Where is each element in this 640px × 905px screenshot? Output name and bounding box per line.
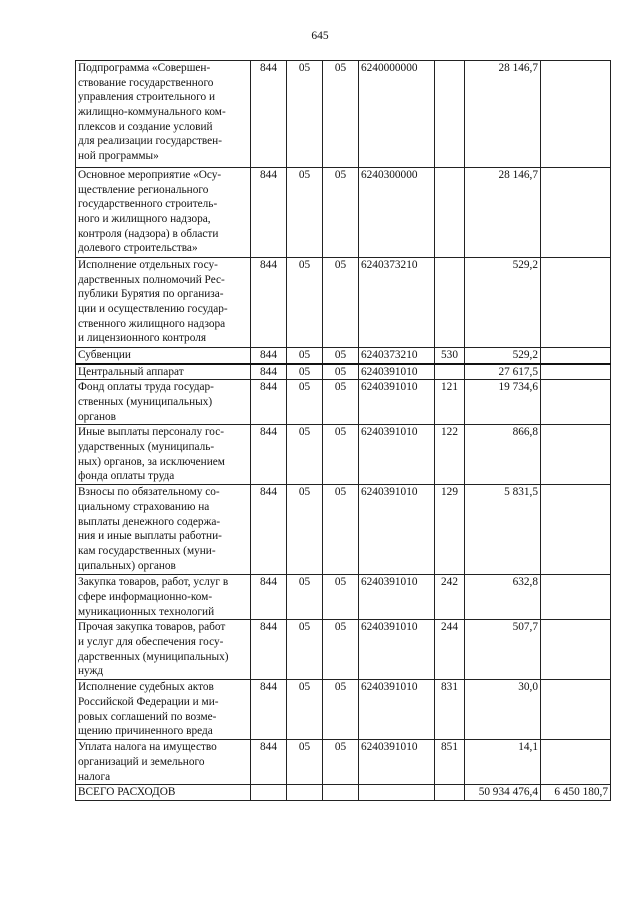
row-name: Прочая закупка товаров, работ и услуг для обеспечения госу- дарственных (муниципальных) нужд xyxy=(76,620,251,680)
table-row xyxy=(76,485,611,575)
amount: 5 831,5 xyxy=(465,485,541,575)
target-code: 6240391010 xyxy=(359,485,435,575)
ministry-code: 844 xyxy=(251,620,287,680)
row-name: Основное мероприятие «Осу- ществление регионального государственного строитель- ного и жилищного надзора, контроля (надзора) в области долевого строительства» xyxy=(76,168,251,258)
subsection-code: 05 xyxy=(323,258,359,348)
table-row xyxy=(76,364,611,380)
amount-2 xyxy=(541,380,611,425)
target-code: 6240373210 xyxy=(359,258,435,348)
amount-2 xyxy=(541,258,611,348)
row-name: ВСЕГО РАСХОДОВ xyxy=(76,785,251,801)
budget-table xyxy=(75,60,611,801)
ministry-code: 844 xyxy=(251,61,287,168)
target-code: 6240391010 xyxy=(359,380,435,425)
table-row xyxy=(76,620,611,680)
amount: 14,1 xyxy=(465,740,541,785)
table-row xyxy=(76,380,611,425)
row-name: Центральный аппарат xyxy=(76,364,251,380)
ministry-code: 844 xyxy=(251,575,287,620)
section-code: 05 xyxy=(287,61,323,168)
amount-2 xyxy=(541,575,611,620)
amount: 529,2 xyxy=(465,258,541,348)
amount-2 xyxy=(541,740,611,785)
expense-type-code: 244 xyxy=(435,620,465,680)
table-row xyxy=(76,740,611,785)
section-code: 05 xyxy=(287,575,323,620)
table-row xyxy=(76,258,611,348)
row-name: Фонд оплаты труда государ- ственных (муниципальных) органов xyxy=(76,380,251,425)
ministry-code: 844 xyxy=(251,380,287,425)
target-code: 6240391010 xyxy=(359,364,435,380)
row-name: Субвенции xyxy=(76,348,251,364)
target-code: 6240391010 xyxy=(359,740,435,785)
amount: 507,7 xyxy=(465,620,541,680)
table-row xyxy=(76,61,611,168)
amount: 19 734,6 xyxy=(465,380,541,425)
expense-type-code: 129 xyxy=(435,485,465,575)
amount: 27 617,5 xyxy=(465,364,541,380)
subsection-code xyxy=(323,785,359,801)
section-code xyxy=(287,785,323,801)
amount-2 xyxy=(541,425,611,485)
amount-2 xyxy=(541,680,611,740)
table-row xyxy=(76,348,611,364)
row-name: Закупка товаров, работ, услуг в сфере информационно-ком- муникационных технологий xyxy=(76,575,251,620)
expense-type-code xyxy=(435,258,465,348)
target-code: 6240391010 xyxy=(359,425,435,485)
ministry-code xyxy=(251,785,287,801)
row-name: Исполнение судебных актов Российской Федерации и ми- ровых соглашений по возме- щению причиненного вреда xyxy=(76,680,251,740)
ministry-code: 844 xyxy=(251,258,287,348)
expense-type-code xyxy=(435,61,465,168)
amount-2 xyxy=(541,364,611,380)
ministry-code: 844 xyxy=(251,680,287,740)
row-name: Исполнение отдельных госу- дарственных полномочий Рес- публики Бурятия по организа- ции и осуществлению государ- ственного жилищного надзора и лицензионного контроля xyxy=(76,258,251,348)
section-code: 05 xyxy=(287,425,323,485)
amount-2 xyxy=(541,485,611,575)
expense-type-code xyxy=(435,785,465,801)
amount: 28 146,7 xyxy=(465,61,541,168)
subsection-code: 05 xyxy=(323,680,359,740)
ministry-code: 844 xyxy=(251,364,287,380)
amount: 866,8 xyxy=(465,425,541,485)
expense-type-code xyxy=(435,168,465,258)
table-row xyxy=(76,680,611,740)
ministry-code: 844 xyxy=(251,168,287,258)
amount: 28 146,7 xyxy=(465,168,541,258)
row-name: Подпрограмма «Совершен- ствование государственного управления строительного и жилищно-коммунального ком- плексов и создание условий для реализации государствен- ной программы» xyxy=(76,61,251,168)
subsection-code: 05 xyxy=(323,61,359,168)
target-code: 6240373210 xyxy=(359,348,435,364)
table-row xyxy=(76,575,611,620)
ministry-code: 844 xyxy=(251,348,287,364)
section-code: 05 xyxy=(287,485,323,575)
subsection-code: 05 xyxy=(323,348,359,364)
budget-table-body xyxy=(76,61,611,801)
target-code xyxy=(359,785,435,801)
amount-2 xyxy=(541,61,611,168)
subsection-code: 05 xyxy=(323,364,359,380)
target-code: 6240391010 xyxy=(359,620,435,680)
target-code: 6240391010 xyxy=(359,575,435,620)
amount-2 xyxy=(541,168,611,258)
amount-2 xyxy=(541,620,611,680)
subsection-code: 05 xyxy=(323,620,359,680)
expense-type-code: 851 xyxy=(435,740,465,785)
subsection-code: 05 xyxy=(323,485,359,575)
page-number: 645 xyxy=(311,30,329,42)
amount: 632,8 xyxy=(465,575,541,620)
table-row xyxy=(76,425,611,485)
subsection-code: 05 xyxy=(323,168,359,258)
target-code: 6240000000 xyxy=(359,61,435,168)
section-code: 05 xyxy=(287,168,323,258)
row-name: Взносы по обязательному со- циальному страхованию на выплаты денежного содержа- ния и иные выплаты работни- кам государственных (муни- ципальных) органов xyxy=(76,485,251,575)
section-code: 05 xyxy=(287,348,323,364)
subsection-code: 05 xyxy=(323,380,359,425)
table-row-total xyxy=(76,785,611,801)
section-code: 05 xyxy=(287,740,323,785)
target-code: 6240391010 xyxy=(359,680,435,740)
expense-type-code: 530 xyxy=(435,348,465,364)
section-code: 05 xyxy=(287,680,323,740)
row-name: Иные выплаты персоналу гос- ударственных (муниципаль- ных) органов, за исключением фонда оплаты труда xyxy=(76,425,251,485)
subsection-code: 05 xyxy=(323,575,359,620)
section-code: 05 xyxy=(287,364,323,380)
amount: 50 934 476,4 xyxy=(465,785,541,801)
amount-2: 6 450 180,7 xyxy=(541,785,611,801)
expense-type-code xyxy=(435,364,465,380)
amount: 30,0 xyxy=(465,680,541,740)
expense-type-code: 121 xyxy=(435,380,465,425)
expense-type-code: 242 xyxy=(435,575,465,620)
section-code: 05 xyxy=(287,258,323,348)
subsection-code: 05 xyxy=(323,425,359,485)
ministry-code: 844 xyxy=(251,740,287,785)
target-code: 6240300000 xyxy=(359,168,435,258)
row-name: Уплата налога на имущество организаций и земельного налога xyxy=(76,740,251,785)
expense-type-code: 122 xyxy=(435,425,465,485)
ministry-code: 844 xyxy=(251,485,287,575)
subsection-code: 05 xyxy=(323,740,359,785)
expense-type-code: 831 xyxy=(435,680,465,740)
ministry-code: 844 xyxy=(251,425,287,485)
amount: 529,2 xyxy=(465,348,541,364)
section-code: 05 xyxy=(287,380,323,425)
table-row xyxy=(76,168,611,258)
amount-2 xyxy=(541,348,611,364)
section-code: 05 xyxy=(287,620,323,680)
